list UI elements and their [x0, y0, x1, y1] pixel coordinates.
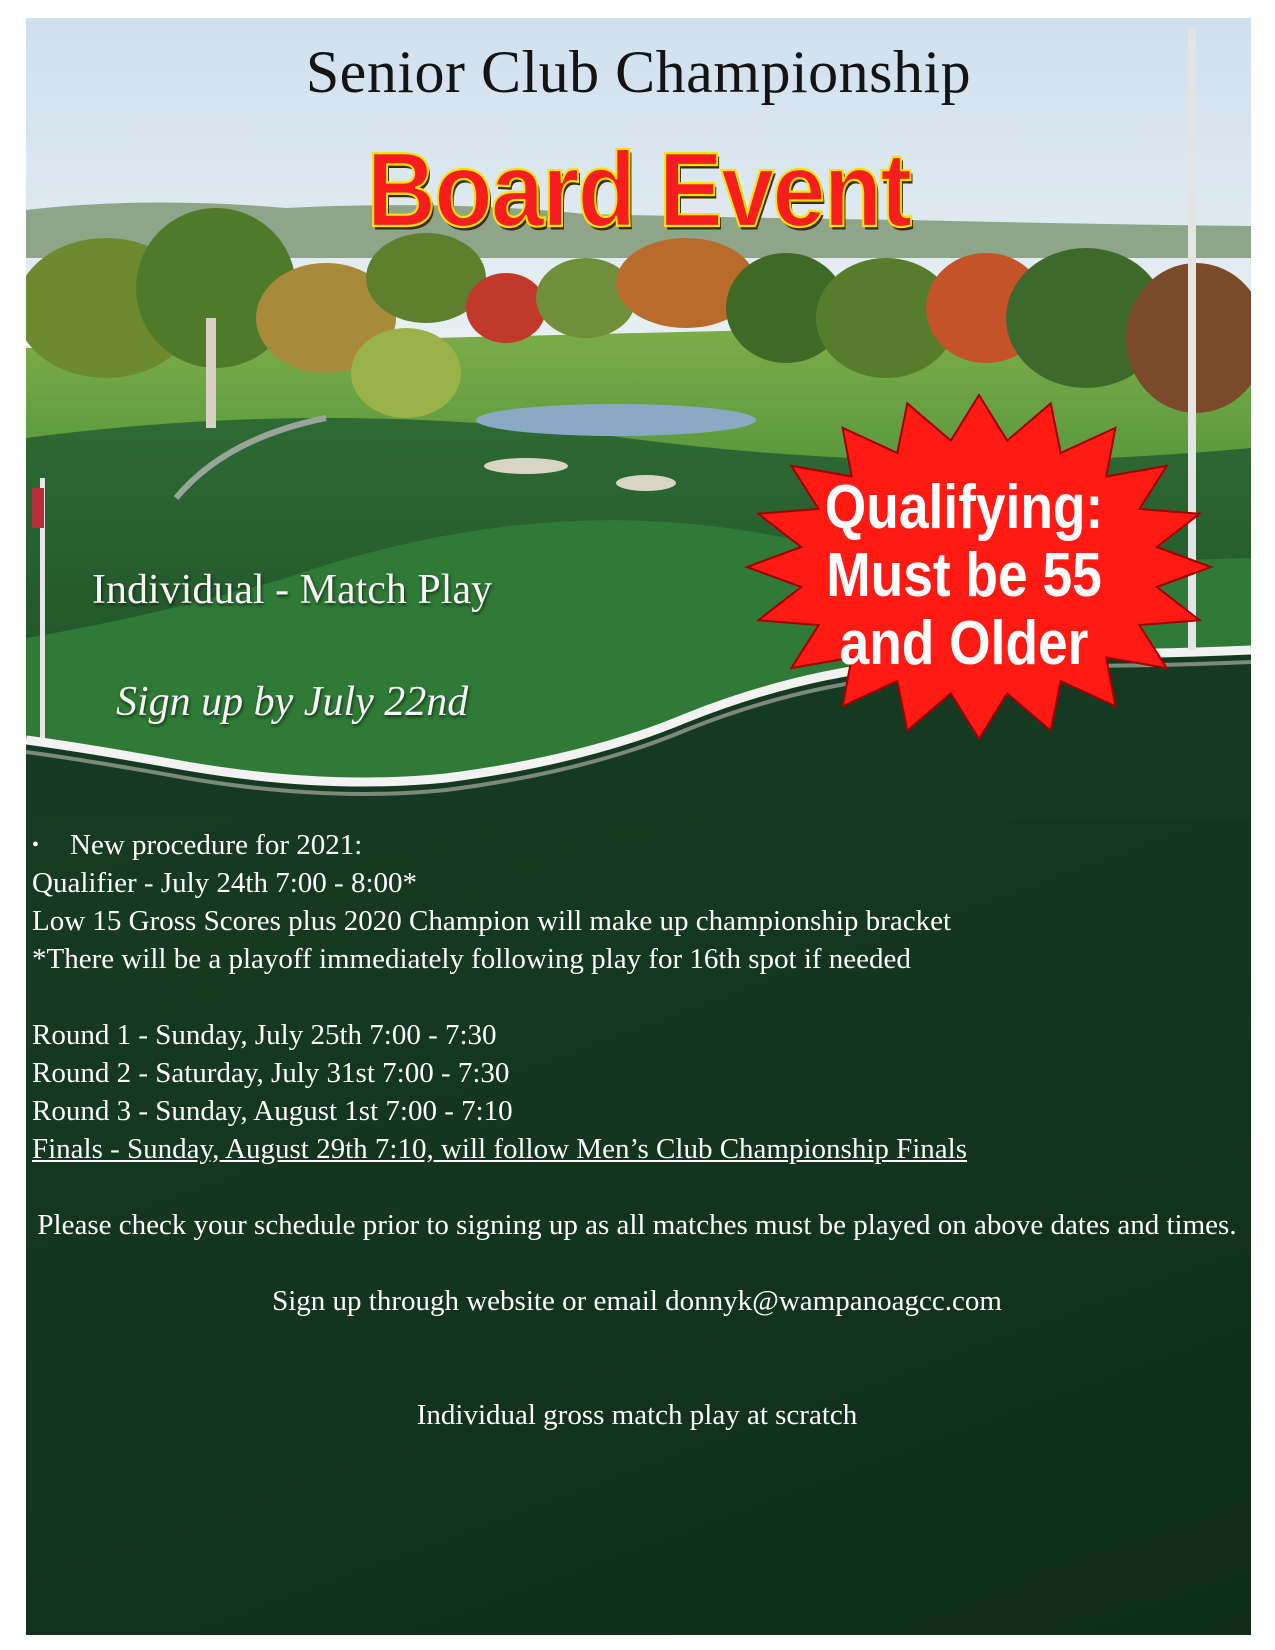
event-type-heading: Board Event: [366, 131, 911, 250]
new-procedure-item: [32, 826, 1242, 864]
badge-line-3: and Older: [839, 609, 1089, 678]
format-note: Individual gross match play at scratch: [416, 1399, 858, 1431]
qualifying-badge: [744, 392, 1251, 742]
schedule-note: Please check your schedule prior to signing up as all matches must be played on above dates and times.: [37, 1209, 1237, 1241]
playoff-line: *There will be a playoff immediately following play for 16th spot if needed: [32, 943, 911, 975]
bullet-icon: •: [32, 834, 40, 856]
round-1-line: Round 1 - Sunday, July 25th 7:00 - 7:30: [32, 1019, 497, 1051]
finals-line: Finals - Sunday, August 29th 7:10, will follow Men’s Club Championship Finals: [32, 1133, 968, 1165]
round-2-line: Round 2 - Saturday, July 31st 7:00 - 7:30: [32, 1057, 510, 1089]
badge-line-2: Must be 55: [826, 541, 1102, 610]
signup-deadline: Sign up by July 22nd: [116, 679, 469, 725]
qualifier-line: Qualifier - July 24th 7:00 - 8:00*: [32, 867, 418, 899]
flyer: [26, 18, 1251, 1635]
round-3-line: Round 3 - Sunday, August 1st 7:00 - 7:10: [32, 1095, 513, 1127]
new-procedure-text: New procedure for 2021:: [70, 829, 363, 861]
badge-line-1: Qualifying:: [824, 473, 1104, 542]
page-title: Senior Club Championship: [305, 39, 972, 105]
event-details: [32, 826, 1242, 1434]
signup-instructions: Sign up through website or email donnyk@wampanoagcc.com: [272, 1285, 1002, 1317]
format-subtitle: Individual - Match Play: [92, 567, 493, 613]
bracket-line: Low 15 Gross Scores plus 2020 Champion will make up championship bracket: [32, 905, 952, 937]
